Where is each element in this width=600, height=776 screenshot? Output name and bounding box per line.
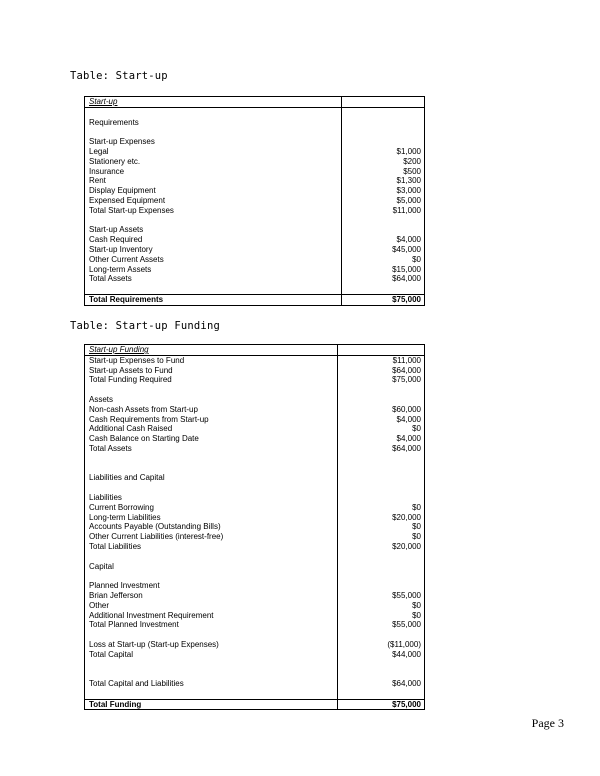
funding-row [85, 385, 424, 395]
startup-row-label [85, 216, 421, 226]
page-number: Page 3 [531, 716, 564, 730]
funding-row [85, 473, 424, 483]
startup-table [84, 96, 425, 306]
startup-row [85, 284, 424, 294]
funding-row-value: $0 [412, 424, 421, 434]
startup-header-label: Start-up [89, 97, 118, 106]
funding-row-value: $55,000 [392, 620, 421, 630]
funding-row-label: Capital [89, 561, 114, 571]
startup-row-value: $1,300 [396, 176, 421, 186]
funding-row-value: $11,000 [392, 355, 421, 365]
startup-column-divider [341, 97, 342, 305]
startup-row-label: Start-up Inventory [89, 244, 153, 254]
funding-row [85, 405, 424, 415]
funding-row [85, 640, 424, 650]
funding-row [85, 630, 424, 640]
funding-row-value [421, 562, 424, 572]
funding-row-label [85, 454, 421, 464]
funding-row [85, 591, 424, 601]
funding-row-label: Liabilities [89, 492, 122, 502]
startup-row-value: $500 [403, 166, 421, 176]
startup-row-value: $45,000 [392, 244, 421, 254]
startup-row [85, 274, 424, 284]
funding-row-value: $0 [412, 502, 421, 512]
funding-row [85, 444, 424, 454]
funding-row-value [421, 669, 424, 679]
startup-row-value [421, 216, 424, 226]
funding-total-label: Total Funding [89, 699, 142, 709]
funding-row-label: Start-up Expenses to Fund [89, 355, 185, 365]
funding-row [85, 503, 424, 513]
funding-row-label: Liabilities and Capital [89, 473, 165, 483]
funding-row-value [421, 473, 424, 483]
startup-total-label: Total Requirements [89, 294, 164, 304]
funding-row-label: Planned Investment [89, 581, 160, 591]
funding-row-label: Additional Cash Raised [89, 424, 173, 434]
startup-row [85, 176, 424, 186]
funding-row [85, 562, 424, 572]
funding-row-label: Cash Requirements from Start-up [89, 414, 209, 424]
startup-table-caption: Table: Start-up [70, 70, 168, 82]
startup-row-label: Total Assets [89, 274, 132, 284]
funding-row-label: Total Capital and Liabilities [89, 679, 184, 689]
funding-row [85, 601, 424, 611]
startup-row-value [421, 127, 424, 137]
funding-row-label: Total Capital [89, 649, 134, 659]
funding-header-label: Start-up Funding [89, 345, 149, 354]
funding-row [85, 434, 424, 444]
funding-row-label [85, 669, 421, 679]
startup-row [85, 235, 424, 245]
funding-row-value [421, 385, 424, 395]
funding-row-label [85, 660, 421, 670]
startup-row-value [421, 108, 424, 118]
startup-table-header [85, 97, 424, 107]
funding-rows [85, 356, 424, 699]
startup-row-label [85, 127, 421, 137]
funding-row [85, 650, 424, 660]
startup-row [85, 245, 424, 255]
funding-row-value [421, 395, 424, 405]
funding-total-value: $75,000 [392, 699, 421, 709]
startup-row-value: $64,000 [392, 274, 421, 284]
startup-rows [85, 108, 424, 294]
funding-row-label: Cash Balance on Starting Date [89, 434, 199, 444]
startup-row-label [85, 284, 421, 294]
funding-row-label: Brian Jefferson [89, 590, 143, 600]
funding-row-label: Total Planned Investment [89, 620, 179, 630]
funding-row-label: Assets [89, 394, 114, 404]
funding-row-value: $0 [412, 600, 421, 610]
funding-row-label: Total Funding Required [89, 375, 172, 385]
funding-row [85, 366, 424, 376]
funding-row-value: $75,000 [392, 375, 421, 385]
funding-row [85, 493, 424, 503]
funding-row-label: Additional Investment Requirement [89, 610, 214, 620]
startup-row-label: Other Current Assets [89, 254, 164, 264]
startup-row [85, 137, 424, 147]
funding-row-label [85, 630, 421, 640]
funding-row-value: $64,000 [392, 679, 421, 689]
funding-row-value [421, 660, 424, 670]
funding-row [85, 356, 424, 366]
startup-row-value [421, 225, 424, 235]
funding-row-value: $4,000 [396, 414, 421, 424]
startup-row-value: $200 [403, 156, 421, 166]
startup-row-label: Start-up Expenses [89, 137, 155, 147]
funding-row-label [85, 385, 421, 395]
funding-row-label: Other Current Liabilities (interest-free) [89, 532, 224, 542]
funding-row [85, 552, 424, 562]
funding-row-value [421, 552, 424, 562]
funding-row-label [85, 571, 421, 581]
startup-row-label: Long-term Assets [89, 264, 152, 274]
funding-row-label: Loss at Start-up (Start-up Expenses) [89, 639, 219, 649]
startup-row-value [421, 118, 424, 128]
startup-row-label: Total Start-up Expenses [89, 205, 174, 215]
startup-row [85, 196, 424, 206]
startup-row [85, 265, 424, 275]
funding-column-divider [337, 345, 338, 709]
funding-row-label: Start-up Assets to Fund [89, 365, 173, 375]
startup-total-row [85, 295, 424, 305]
funding-row-label: Other [89, 600, 110, 610]
startup-row [85, 216, 424, 226]
funding-row [85, 395, 424, 405]
startup-row-value [421, 284, 424, 294]
funding-row [85, 679, 424, 689]
startup-row-label: Requirements [89, 117, 139, 127]
funding-row [85, 513, 424, 523]
startup-row-label: Legal [89, 146, 109, 156]
startup-row [85, 108, 424, 118]
funding-row-label: Total Assets [89, 443, 132, 453]
funding-row [85, 611, 424, 621]
funding-row [85, 669, 424, 679]
funding-row-value [421, 581, 424, 591]
startup-row-value [421, 137, 424, 147]
funding-row-value: $60,000 [392, 404, 421, 414]
funding-row-label [85, 552, 421, 562]
funding-row-label: Current Borrowing [89, 502, 154, 512]
startup-row-value: $1,000 [396, 146, 421, 156]
funding-total-rule [85, 699, 424, 700]
funding-row-label [85, 464, 421, 474]
startup-row-value: $4,000 [396, 235, 421, 245]
funding-row-label: Accounts Payable (Outstanding Bills) [89, 522, 221, 532]
startup-row [85, 225, 424, 235]
startup-row [85, 147, 424, 157]
funding-row-value: $55,000 [392, 590, 421, 600]
funding-row [85, 660, 424, 670]
funding-row-value: $0 [412, 522, 421, 532]
funding-row-value: $64,000 [392, 365, 421, 375]
funding-row [85, 415, 424, 425]
funding-row-label: Non-cash Assets from Start-up [89, 404, 198, 414]
startup-row-value: $15,000 [392, 264, 421, 274]
funding-row-value: $4,000 [396, 434, 421, 444]
funding-row-label: Long-term Liabilities [89, 512, 161, 522]
startup-row [85, 167, 424, 177]
funding-row-value [421, 493, 424, 503]
funding-row [85, 620, 424, 630]
startup-row [85, 255, 424, 265]
startup-header-rule [85, 107, 424, 108]
funding-row-label [85, 689, 421, 699]
funding-row [85, 532, 424, 542]
funding-row-value: $20,000 [392, 541, 421, 551]
funding-row [85, 464, 424, 474]
funding-row [85, 454, 424, 464]
startup-row-label: Stationery etc. [89, 156, 141, 166]
startup-row-value: $5,000 [396, 195, 421, 205]
funding-row-value [421, 630, 424, 640]
funding-row-value [421, 454, 424, 464]
startup-row-value: $0 [412, 254, 421, 264]
startup-row-value: $11,000 [392, 205, 421, 215]
funding-row [85, 424, 424, 434]
funding-row-value [421, 689, 424, 699]
startup-total-rule [85, 294, 424, 295]
funding-row [85, 542, 424, 552]
startup-row [85, 118, 424, 128]
startup-row-label: Rent [89, 176, 106, 186]
startup-row-label: Expensed Equipment [89, 195, 166, 205]
funding-row-value: ($11,000) [387, 639, 421, 649]
startup-row-value: $3,000 [396, 186, 421, 196]
startup-row-label: Cash Required [89, 235, 143, 245]
funding-row [85, 571, 424, 581]
funding-row-value [421, 571, 424, 581]
startup-row [85, 186, 424, 196]
funding-table-caption: Table: Start-up Funding [70, 320, 220, 332]
funding-table [84, 344, 425, 710]
funding-row [85, 581, 424, 591]
funding-row-value: $20,000 [392, 512, 421, 522]
funding-row [85, 522, 424, 532]
funding-row-value [421, 464, 424, 474]
startup-row-label: Start-up Assets [89, 225, 144, 235]
startup-total-value: $75,000 [392, 294, 421, 304]
funding-row-label: Total Liabilities [89, 541, 142, 551]
funding-row-label [85, 483, 421, 493]
startup-row-label [85, 108, 421, 118]
funding-row [85, 483, 424, 493]
startup-row [85, 157, 424, 167]
startup-row-label: Display Equipment [89, 186, 156, 196]
funding-table-header [85, 345, 424, 355]
startup-row [85, 206, 424, 216]
funding-row-value [421, 483, 424, 493]
funding-row-value: $64,000 [392, 443, 421, 453]
startup-row [85, 127, 424, 137]
startup-row-label: Insurance [89, 166, 125, 176]
funding-row [85, 375, 424, 385]
funding-row-value: $0 [412, 532, 421, 542]
funding-header-rule [85, 355, 424, 356]
funding-row [85, 689, 424, 699]
funding-row-value: $0 [412, 610, 421, 620]
funding-row-value: $44,000 [392, 649, 421, 659]
funding-total-row [85, 700, 424, 710]
